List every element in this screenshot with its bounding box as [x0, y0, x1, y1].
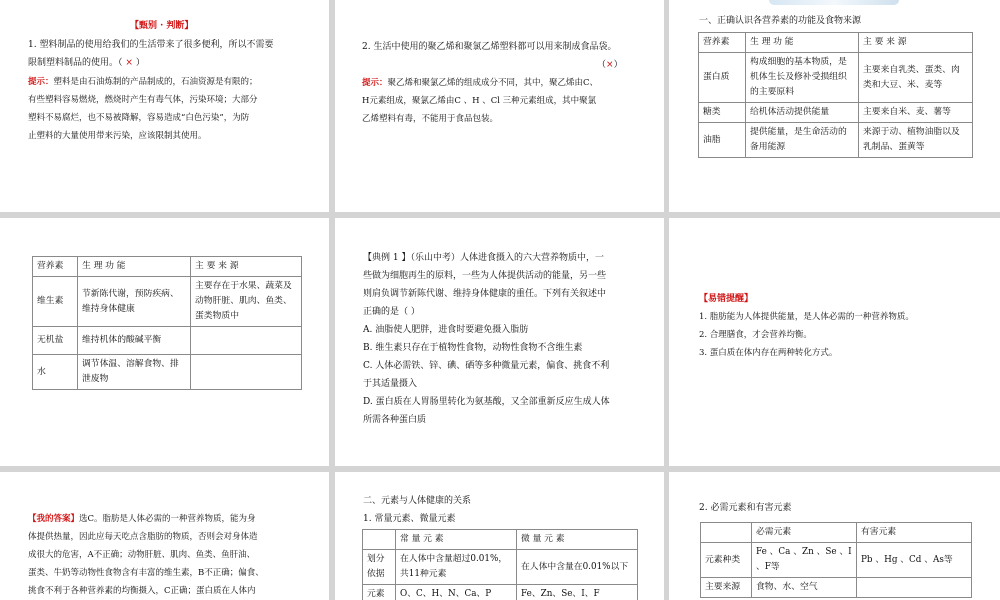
slide1-close-paren: ）	[135, 58, 145, 68]
slide7-line1	[28, 510, 256, 528]
slide5-line4: 正确的是（ ）	[363, 307, 420, 317]
table-header: 主 要 来 源	[191, 257, 302, 277]
slide6-item-3: 3. 蛋白质在体内存在两种转化方式。	[699, 348, 838, 358]
slide5-option-b: B. 维生素只存在于植物性食物，动物性食物不含维生素	[363, 343, 583, 353]
table-cell: 调节体温、溶解食物、排泄废物	[78, 355, 191, 390]
slide8-subtitle: 1. 常量元素、微量元素	[363, 514, 456, 524]
table-cell: 节新陈代谢，预防疾病、维持身体健康	[78, 277, 191, 327]
slide-9[interactable]	[669, 472, 1000, 600]
table-header: 营养素	[699, 33, 746, 53]
slide1-tip-line2: 有些塑料容易燃烧，燃烧时产生有毒气体，污染环境；大部分	[28, 95, 258, 105]
table-cell: 水	[33, 355, 78, 390]
slide-1[interactable]	[0, 0, 329, 212]
slide2-answer	[597, 56, 623, 74]
table-cell: 油脂	[699, 123, 746, 158]
table-row	[701, 578, 972, 598]
table-cell: 划分依据	[363, 550, 396, 585]
slide2-tip-line1	[362, 74, 598, 92]
table-cell: 来源于动、植物油脂以及乳制品、蛋黄等	[859, 123, 973, 158]
table-cell: 维持机体的酸碱平衡	[78, 327, 191, 355]
slide8-title: 二、元素与人体健康的关系	[363, 496, 472, 506]
table-header: 生 理 功 能	[746, 33, 859, 53]
table-cell: 无机盐	[33, 327, 78, 355]
table-row	[699, 123, 973, 158]
slide9-element-table	[700, 522, 972, 598]
slide1-question-line2	[28, 54, 145, 72]
slide3-nutrient-table	[698, 32, 973, 158]
slide8-element-table	[362, 529, 638, 600]
table-cell	[857, 578, 972, 598]
table-header: 营养素	[33, 257, 78, 277]
slide2-close-paren: ）	[613, 60, 623, 70]
table-cell: 糖类	[699, 103, 746, 123]
slide-8[interactable]	[335, 472, 664, 600]
table-header: 主 要 来 源	[859, 33, 973, 53]
slide2-tip-label: 提示：	[362, 78, 388, 88]
slide1-question-text: 限制塑料制品的使用。（	[28, 58, 123, 68]
table-row	[363, 550, 638, 585]
slide5-line3: 则肩负调节新陈代谢、维持身体健康的重任。下列有关叙述中	[363, 289, 607, 299]
slide6-item-2: 2. 合理膳食，才会营养均衡。	[699, 330, 812, 340]
table-cell: 主要来自乳类、蛋类、肉类和大豆、米、麦等	[859, 53, 973, 103]
table-cell: 在人体中含量在0.01%以下	[517, 550, 638, 585]
table-row	[701, 543, 972, 578]
slide5-line1: 【典例 1 】（乐山中考）人体进食摄入的六大营养物质中，一	[363, 253, 604, 263]
table-cell	[191, 327, 302, 355]
slide5-option-c2: 于其适量摄入	[363, 379, 418, 389]
slide1-question-line1: 1. 塑料制品的使用给我们的生活带来了很多便利，所以不需要	[28, 40, 274, 50]
table-row	[33, 355, 302, 390]
table-row	[33, 277, 302, 327]
table-cell: 元素	[363, 585, 396, 600]
slide2-open-paren: （	[597, 60, 607, 70]
table-cell: Fe、Zn、Se、I、F	[517, 585, 638, 600]
slide9-subtitle: 2. 必需元素和有害元素	[699, 503, 792, 513]
slide-2[interactable]	[335, 0, 664, 212]
table-header: 微 量 元 素	[517, 530, 638, 550]
table-cell: 在人体中含量超过0.01%，共11种元素	[396, 550, 517, 585]
table-cell: Pb 、Hg 、Cd 、As等	[857, 543, 972, 578]
slide2-answer-mark: ×	[606, 60, 614, 70]
table-cell: 主要存在于水果、蔬菜及动物肝脏、肌肉、鱼类、蛋类物质中	[191, 277, 302, 327]
table-header: 生 理 功 能	[78, 257, 191, 277]
table-header: 必需元素	[752, 523, 857, 543]
table-cell: 维生素	[33, 277, 78, 327]
slide3-title: 一、正确认识各营养素的功能及食物来源	[699, 16, 862, 26]
slide7-line4: 蛋类、牛奶等动物性食物含有丰富的维生素，B不正确；偏食、	[28, 568, 264, 578]
table-row	[699, 53, 973, 103]
slide5-line2: 些做为细胞再生的原料，一些为人体提供活动的能量，另一些	[363, 271, 607, 281]
slide6-item-1: 1. 脂肪能为人体提供能量，是人体必需的一种营养物质。	[699, 312, 914, 322]
slide5-option-d2: 所需各种蛋白质	[363, 415, 427, 425]
table-cell: 主要来自米、麦、薯等	[859, 103, 973, 123]
slide2-tip-line3: 乙烯塑料有毒，不能用于食品包装。	[362, 114, 499, 124]
table-cell: Fe 、Ca 、Zn 、Se 、I 、F等	[752, 543, 857, 578]
table-header: 常 量 元 素	[396, 530, 517, 550]
table-cell: 蛋白质	[699, 53, 746, 103]
table-cell: 食物、水、空气	[752, 578, 857, 598]
slide7-line5: 挑食不利于各种营养素的均衡摄入，C正确；蛋白质在人体内	[28, 586, 256, 596]
table-header	[701, 523, 752, 543]
slide-4[interactable]	[0, 218, 329, 466]
table-cell: O、C、H、N、Ca、P	[396, 585, 517, 600]
table-cell: 提供能量，是生命活动的备用能源	[746, 123, 859, 158]
slide-3[interactable]	[669, 0, 1000, 212]
slide5-option-c1: C. 人体必需铁、锌、碘、硒等多种微量元素，偏食、挑食不利	[363, 361, 610, 371]
slide4-nutrient-table	[32, 256, 302, 390]
slide1-tip-text1: 塑料是由石油炼制的产品制成的，石油资源是有限的；	[53, 77, 258, 87]
slide-6[interactable]	[669, 218, 1000, 466]
slide1-tip-line1	[28, 73, 258, 91]
slide-7[interactable]	[0, 472, 329, 600]
slide2-question-line1: 2. 生活中使用的聚乙烯和聚氯乙烯塑料都可以用来制成食品袋。	[362, 42, 617, 52]
slide5-option-d1: D. 蛋白质在人胃肠里转化为氨基酸，又全部重新反应生成人体	[363, 397, 610, 407]
table-cell: 主要来源	[701, 578, 752, 598]
table-header	[363, 530, 396, 550]
table-row	[699, 103, 973, 123]
table-row	[33, 327, 302, 355]
table-cell: 给机体活动提供能量	[746, 103, 859, 123]
slide6-heading: 【易错提醒】	[699, 294, 754, 304]
table-cell	[191, 355, 302, 390]
slide3-top-decoration	[769, 0, 899, 5]
slide1-heading: 【甄别 · 判断】	[130, 21, 194, 31]
slide7-line3: 成很大的危害，A不正确；动物肝脏、肌肉、鱼类、鱼肝油、	[28, 550, 256, 560]
table-cell: 元素种类	[701, 543, 752, 578]
slide1-tip-line3: 塑料不易腐烂，也不易被降解，容易造成“白色污染”，为防	[28, 113, 250, 123]
slide7-text1: 选C。脂肪是人体必需的一种营养物质，能为身	[79, 514, 256, 524]
table-row	[363, 585, 638, 600]
slide1-answer-mark: ×	[125, 58, 133, 68]
slide2-tip-line2: H元素组成，聚氯乙烯由C 、H 、Cl 三种元素组成，其中聚氯	[362, 96, 597, 106]
table-cell: 构成细胞的基本物质，是机体生长及修补受损组织的主要原料	[746, 53, 859, 103]
slide1-tip-line4: 止塑料的大量使用带来污染，应该限制其使用。	[28, 131, 207, 141]
slide1-tip-label: 提示：	[28, 77, 54, 87]
slide2-tip-text1: 聚乙烯和聚氯乙烯的组成成分不同，其中，聚乙烯由C、	[387, 78, 599, 88]
slide-5[interactable]	[335, 218, 664, 466]
slide5-option-a: A. 油脂使人肥胖，进食时要避免摄入脂肪	[363, 325, 529, 335]
table-header: 有害元素	[857, 523, 972, 543]
slide7-answer-label: 【我的答案】	[28, 514, 80, 524]
slide7-line2: 体提供热量，因此应每天吃点含脂肪的物质，否则会对身体造	[28, 532, 258, 542]
